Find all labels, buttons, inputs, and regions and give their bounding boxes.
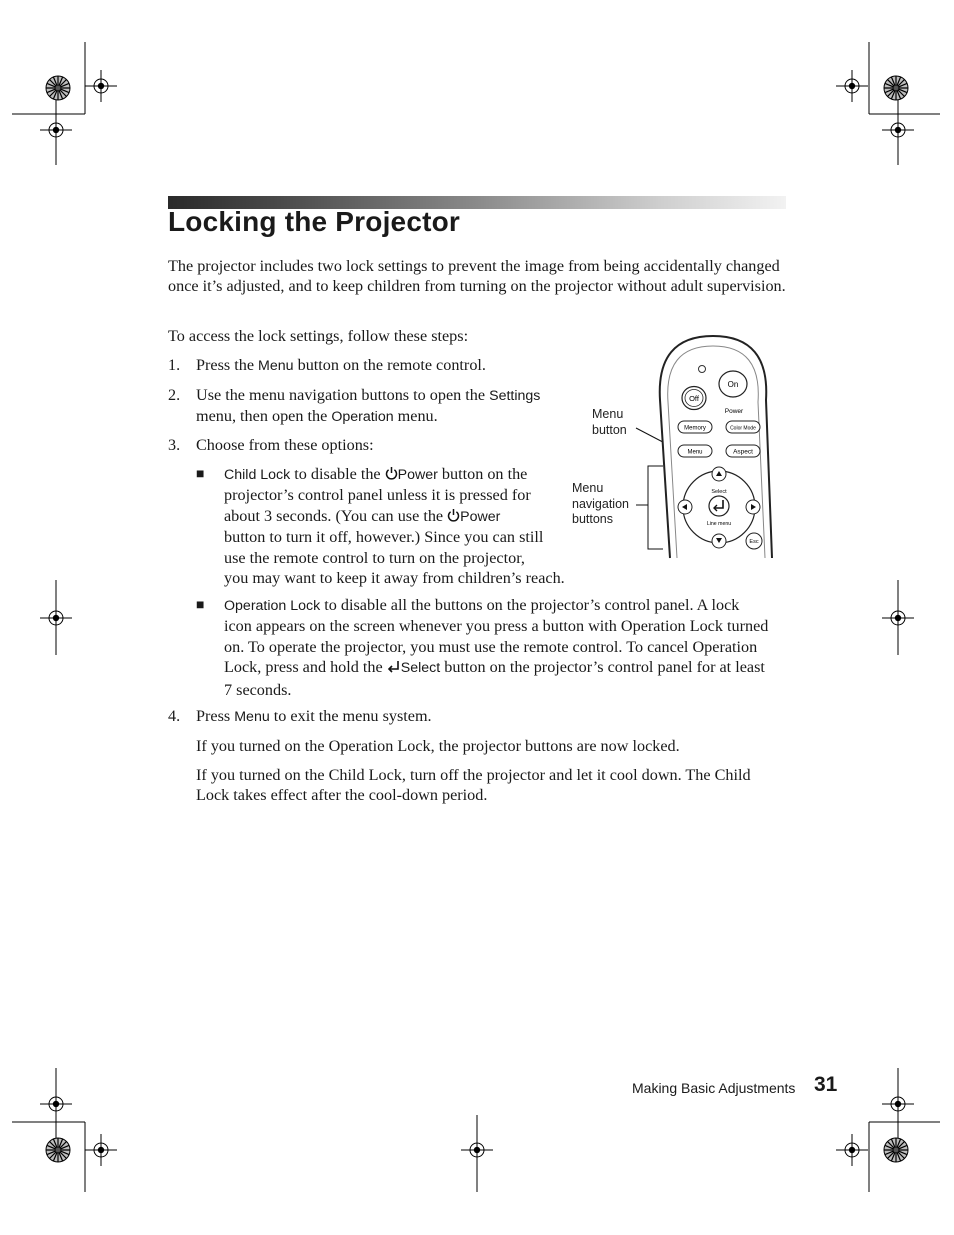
- page-title: Locking the Projector: [168, 206, 461, 237]
- off-button: [682, 387, 706, 410]
- step-1-text: Press the Menu button on the remote control.: [196, 356, 486, 374]
- menu-label: Menu: [687, 449, 703, 456]
- ui-label-settings: Settings: [489, 388, 541, 404]
- page-number: 31: [814, 1073, 838, 1096]
- memory-label: Memory: [684, 425, 706, 432]
- operation-lock-note: If you turned on the Operation Lock, the projector buttons are now locked.: [196, 737, 680, 755]
- on-button: [719, 371, 747, 397]
- step-3-text: Choose from these options:: [196, 436, 374, 454]
- off-label: Off: [689, 394, 699, 403]
- step-number: 3.: [168, 436, 181, 454]
- ui-label-menu: Menu: [258, 358, 294, 374]
- bullet-square: ■: [196, 598, 205, 613]
- remote-control-illustration: [560, 330, 790, 565]
- ui-label-power: Power: [397, 467, 438, 483]
- step-4-text: Press Menu to exit the menu system.: [196, 707, 432, 725]
- ui-label-operation-lock: Operation Lock: [224, 598, 321, 614]
- step-2-text: Use the menu navigation buttons to open the Settings menu, then open the Operation menu.: [196, 386, 541, 426]
- power-icon: [385, 465, 398, 485]
- step-number: 1.: [168, 356, 181, 374]
- select-label: Select: [711, 489, 727, 495]
- ui-label-select: Select: [400, 660, 441, 677]
- line-menu-label: Line menu: [706, 521, 732, 527]
- callout-menu-navigation-buttons: Menu navigation buttons: [572, 481, 629, 526]
- ui-label-menu: Menu: [234, 709, 270, 725]
- footer-section-title: Making Basic Adjustments: [632, 1080, 796, 1096]
- intro-paragraph: [168, 256, 786, 297]
- operation-lock-option: Operation Lock to disable all the buttons on the projector’s control panel. A lock icon appears on the screen whenever you press a button with Operation Lock turned on. To operate the projector, you must use the remote control. To cancel Operation Lock, press and hold the Select button on the projector’s control panel for at least 7 seconds.: [224, 596, 769, 699]
- on-label: On: [727, 380, 739, 389]
- step-number: 4.: [168, 707, 181, 725]
- esc-label: Esc: [749, 539, 759, 545]
- power-icon: [447, 507, 460, 527]
- aspect-label: Aspect: [733, 448, 753, 456]
- access-steps-text: To access the lock settings, follow these steps:: [168, 327, 469, 345]
- intro-text: The projector includes two lock settings to prevent the image from being accidentally changed once it’s adjusted, and to keep children from turning on the projector without adult supervision.: [168, 257, 786, 296]
- callout-menu-button: Menu button: [592, 407, 627, 437]
- ui-label-child-lock: Child Lock: [224, 467, 291, 483]
- child-lock-option: Child Lock to disable the Power button on the projector’s control panel unless it is pressed for about 3 seconds. (You can use the Power button to turn it off, however.) Since you can still use the remote control to turn on the projector, you may want to keep it away from children’s reach.: [224, 465, 565, 588]
- bullet-square: ■: [196, 467, 205, 482]
- child-lock-note: If you turned on the Child Lock, turn off the projector and let it cool down. The Child Lock takes effect after the cool-down period.: [196, 766, 751, 805]
- step-number: 2.: [168, 386, 181, 404]
- select-icon: [387, 659, 401, 679]
- ui-label-operation: Operation: [331, 409, 394, 426]
- power-label: Power: [724, 408, 744, 415]
- color-mode-label: Color Mode: [730, 425, 756, 432]
- ui-label-power: Power: [460, 508, 501, 525]
